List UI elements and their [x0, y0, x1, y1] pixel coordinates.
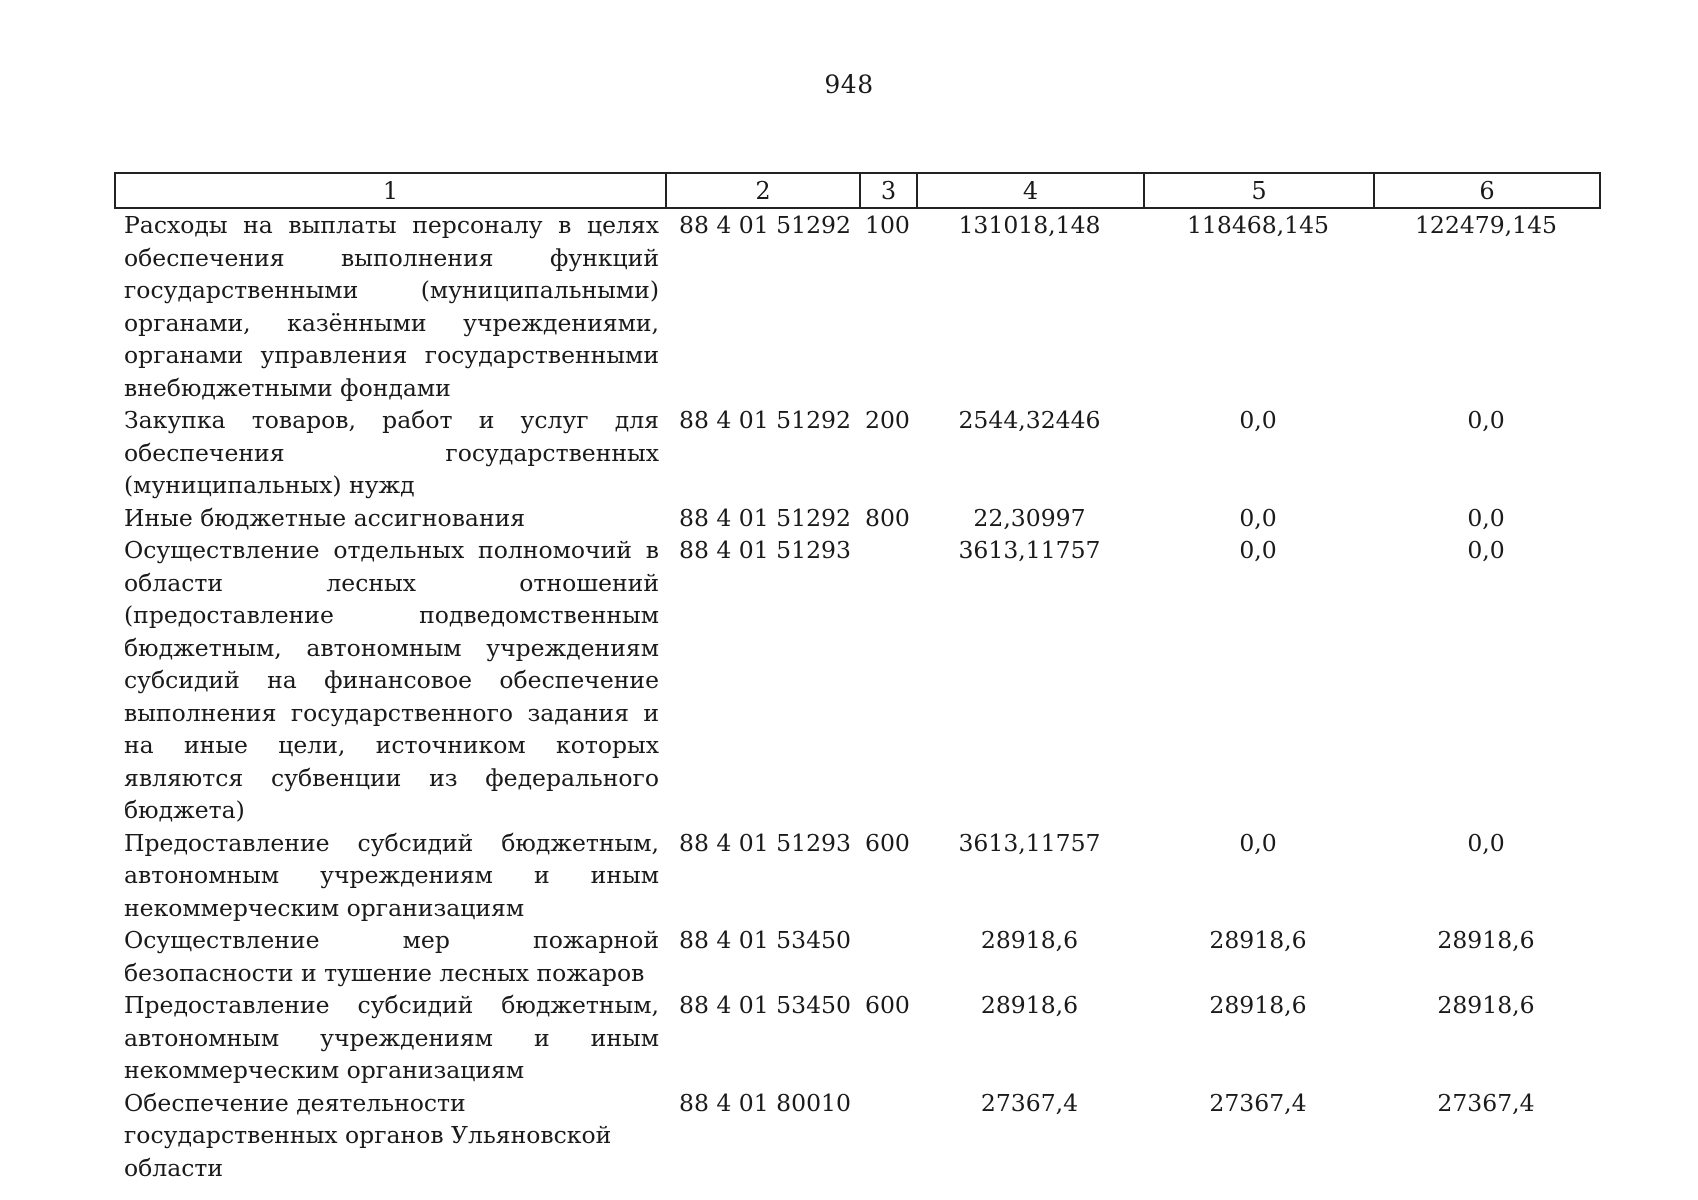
- row-value-5: 0,0: [1239, 828, 1277, 857]
- row-expense-type: [859, 924, 916, 989]
- row-value-4: 22,30997: [973, 503, 1086, 532]
- row-description: Предоставление субсидий бюджетным, автономным учреждениям и иным некоммерческим организациям: [124, 828, 659, 922]
- table-row: [114, 989, 1599, 1087]
- row-description: Обеспечение деятельности государственных органов Ульяновской области: [124, 1088, 612, 1182]
- row-value-4: 27367,4: [980, 1088, 1079, 1117]
- table-row: [114, 534, 1599, 827]
- header-cell-6: 6: [1374, 173, 1600, 208]
- row-value-6: 0,0: [1467, 828, 1505, 857]
- table-row: [114, 1087, 1599, 1185]
- budget-table: [114, 209, 1599, 1184]
- row-expense-type: 200: [865, 406, 910, 434]
- row-value-4: 28918,6: [980, 926, 1079, 954]
- row-code: 88 4 01 51293: [679, 828, 851, 857]
- table-row: [114, 924, 1599, 989]
- row-value-4: 3613,11757: [958, 828, 1101, 857]
- row-value-6: 0,0: [1467, 406, 1505, 434]
- header-cell-3: 3: [860, 173, 917, 208]
- table-header: [114, 172, 1601, 209]
- row-code: 88 4 01 51293: [679, 536, 851, 564]
- table-row: [114, 209, 1599, 404]
- row-value-5: 118468,145: [1186, 211, 1330, 239]
- table-row: [114, 827, 1599, 925]
- row-expense-type: 600: [865, 828, 910, 857]
- row-value-6: 28918,6: [1437, 926, 1535, 954]
- header-cell-1: 1: [115, 173, 666, 208]
- row-value-6: 28918,6: [1437, 991, 1535, 1019]
- row-expense-type: [859, 534, 916, 827]
- row-description: Осуществление отдельных полномочий в области лесных отношений (предоставление подведомственным бюджетным, автономным учреждениям субсидий на финансовое обеспечение выполнения государственного задания и на иные цели, источником которых являются субвенции из федерального бюджета): [124, 536, 659, 824]
- row-value-4: 3613,11757: [958, 536, 1101, 564]
- table-row: [114, 502, 1599, 535]
- row-value-5: 28918,6: [1209, 926, 1307, 954]
- row-value-5: 0,0: [1239, 406, 1277, 434]
- row-code: 88 4 01 53450: [679, 991, 851, 1019]
- row-value-6: 0,0: [1467, 536, 1505, 564]
- row-description: Предоставление субсидий бюджетным, автономным учреждениям и иным некоммерческим организациям: [124, 991, 659, 1084]
- row-description: Осуществление мер пожарной безопасности и тушение лесных пожаров: [124, 926, 659, 987]
- row-description: Иные бюджетные ассигнования: [124, 503, 526, 532]
- row-expense-type: [859, 1087, 916, 1185]
- row-description: Расходы на выплаты персоналу в целях обеспечения выполнения функций государственными (муниципальными) органами, казёнными учреждениями, органами управления государственными внебюджетными фондами: [124, 211, 659, 402]
- row-code: 88 4 01 51292: [679, 503, 851, 532]
- row-value-6: 122479,145: [1414, 211, 1558, 239]
- row-code: 88 4 01 53450: [679, 926, 851, 954]
- row-value-5: 0,0: [1239, 503, 1277, 532]
- row-value-4: 2544,32446: [958, 406, 1101, 434]
- row-expense-type: 100: [865, 211, 910, 239]
- row-value-6: 0,0: [1467, 503, 1505, 532]
- header-row: [115, 173, 1600, 208]
- row-value-6: 27367,4: [1437, 1088, 1535, 1117]
- page-number: 948: [824, 70, 874, 99]
- header-cell-2: 2: [666, 173, 860, 208]
- row-value-5: 28918,6: [1209, 991, 1307, 1019]
- row-code: 88 4 01 51292: [679, 211, 851, 239]
- row-value-5: 0,0: [1239, 536, 1277, 564]
- row-value-5: 27367,4: [1209, 1088, 1307, 1117]
- header-cell-4: 4: [917, 173, 1144, 208]
- row-value-4: 131018,148: [958, 211, 1101, 239]
- row-value-4: 28918,6: [980, 991, 1079, 1019]
- row-expense-type: 800: [865, 503, 910, 532]
- row-expense-type: 600: [865, 991, 910, 1019]
- row-code: 88 4 01 51292: [679, 406, 851, 434]
- row-description: Закупка товаров, работ и услуг для обеспечения государственных (муниципальных) нужд: [124, 406, 659, 499]
- header-cell-5: 5: [1144, 173, 1374, 208]
- table-row: [114, 404, 1599, 502]
- row-code: 88 4 01 80010: [679, 1088, 851, 1117]
